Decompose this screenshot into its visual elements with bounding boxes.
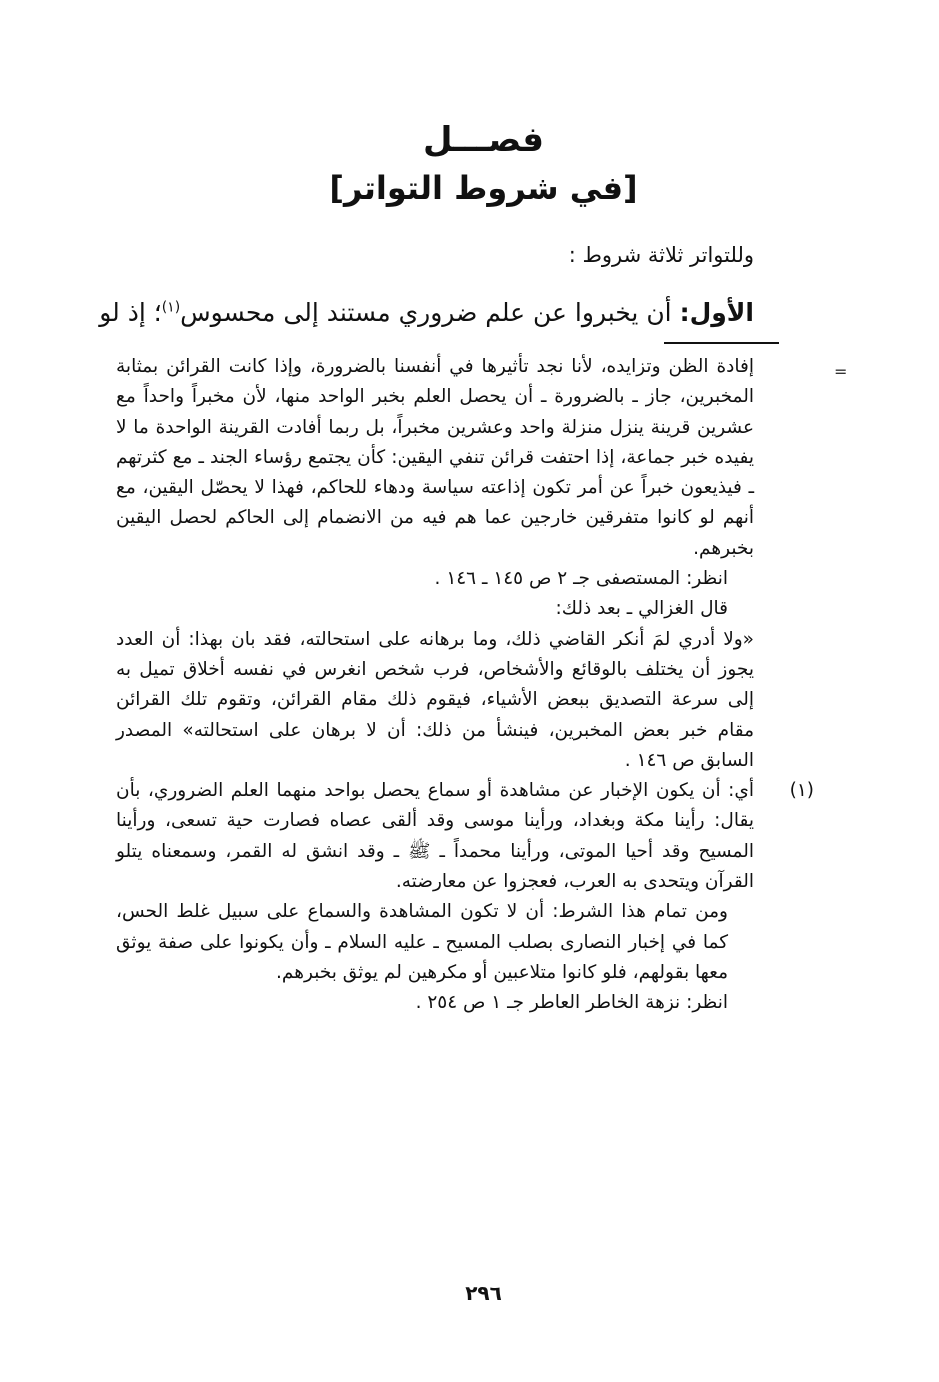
intro-line: وللتواتر ثلاثة شروط :	[568, 243, 754, 267]
page-number: ٢٩٦	[465, 1281, 502, 1305]
chapter-subtitle: [في شروط التواتر]	[329, 169, 638, 207]
footnote-continuation: إفادة الظن وتزايده، لأنا نجد تأثيرها في أنفسنا بالضرورة، وإذا كانت القرائن بمثابة المخبرين، جاز ـ بالضرورة ـ أن يحصل العلم بخبر الواحد منها، لأن مخبراً واحداً مع عشرين قرينة ينزل منزلة واحد وعشرين مخبراً، بل ربما أفادت القرينة الواحدة ما لا يفيده خبر جماعة، إذا احتفت قرائن تنفي اليقين: كأن يجتمع رؤساء الجند ـ مع كثرتهم ـ فيذيعون خبراً عن أمر تكون إذاعته سياسة ودهاء للحاكم، فهذا لا يحصّل اليقين، مع أنهم لو كانوا متفرقين خارجين عما هم فيه من الانضمام إلى الحاكم لحصل اليقين بخبرهم.	[116, 356, 754, 559]
ghazali-intro: قال الغزالي ـ بعد ذلك:	[555, 598, 728, 620]
reference-mustasfa: انظر: المستصفى جـ ٢ ص ١٤٥ ـ ١٤٦ .	[434, 568, 728, 590]
chapter-title: فصـــل	[423, 120, 544, 160]
first-condition-line	[99, 292, 754, 334]
reference-nuzhat: انظر: نزهة الخاطر العاطر جـ ١ ص ٢٥٤ .	[415, 992, 728, 1014]
footnote-ref-1: (١)	[161, 299, 181, 316]
footnote-1-number: (١)	[789, 780, 814, 802]
ghazali-quote: «ولا أدري لمَ أنكر القاضي ذلك، وما برهانه على استحالته، فقد بان بهذا: أن العدد يجوز أن يختلف بالوقائع والأشخاص، فرب شخص انغرس في نفسه أخلاق تميل به إلى سرعة التصديق ببعض الأشياء، فيقوم ذلك مقام القرائن، وتقوم تلك القرائن مقام خبر بعض المخبرين، فينشأ من ذلك: أن لا برهان على استحالته» المصدر السابق ص ١٤٦ .	[116, 628, 754, 771]
continuation-mark: =	[834, 362, 848, 381]
footnote-divider	[664, 342, 779, 344]
first-condition-text: أن يخبروا عن علم ضروري مستند إلى محسوس	[180, 298, 680, 327]
first-condition-label: الأول:	[679, 298, 754, 327]
footnote-1-text: أي: أن يكون الإخبار عن مشاهدة أو سماع يحصل بواحد منهما العلم الضروري، بأن يقال: رأينا مكة وبغداد، ورأينا موسى وقد ألقى عصاه فصارت حية تسعى، ورأينا المسيح وقد أحيا الموتى، ورأينا محمداً ـ ﷺ ـ وقد انشق له القمر، وسمعناه يتلو القرآن ويتحدى به العرب، فعجزوا عن معارضته.	[116, 780, 754, 893]
footnote-1-continuation: ومن تمام هذا الشرط: أن لا تكون المشاهدة والسماع على سبيل غلط الحس، كما في إخبار النصارى بصلب المسيح ـ عليه السلام ـ وأن يكونوا على صفة يوثق معها بقولهم، فلو كانوا متلاعبين أو مكرهين لم يوثق بخبرهم.	[116, 901, 728, 983]
footnotes-section	[116, 352, 814, 1019]
first-condition-tail: ؛ إذ لو	[99, 298, 162, 327]
footnote-1	[116, 776, 814, 897]
